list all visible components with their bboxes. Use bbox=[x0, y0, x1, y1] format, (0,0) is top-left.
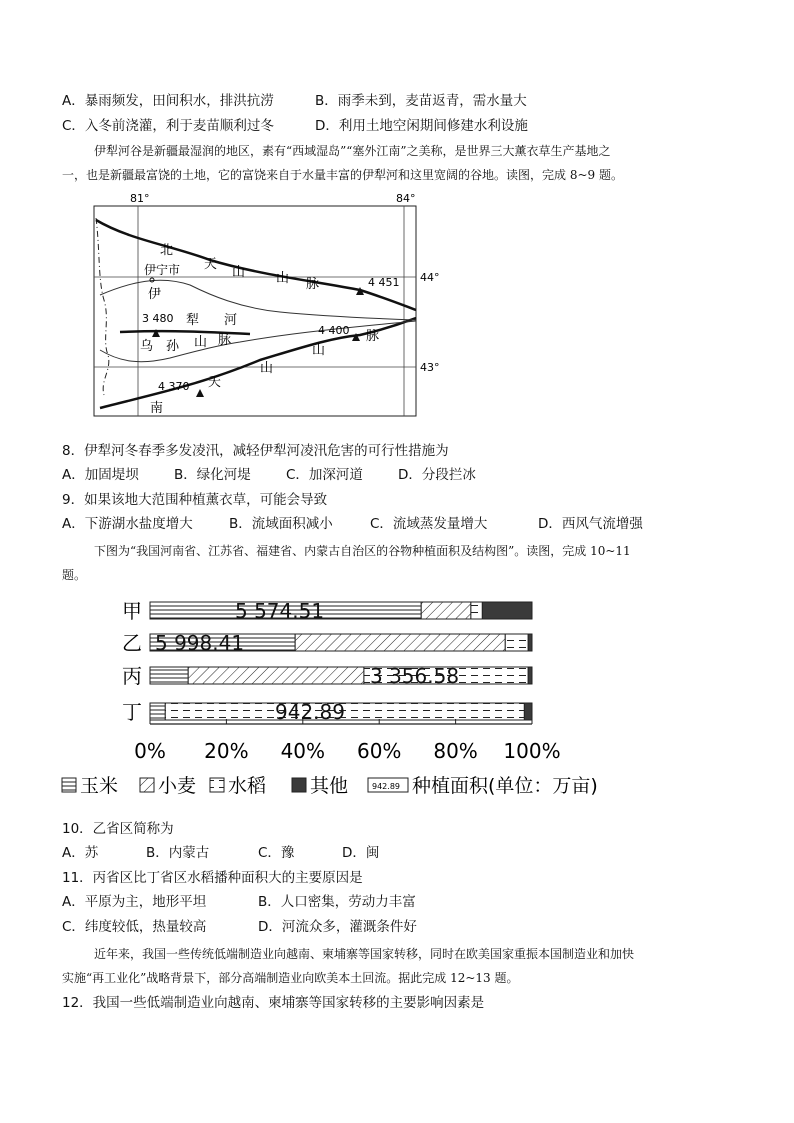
q7-option-c: C．入冬前浇灌，利于麦苗顺利过冬 bbox=[62, 118, 274, 134]
label-wusun-2: 山 bbox=[194, 335, 208, 350]
label-peak-2: 4 400 bbox=[318, 324, 350, 337]
x-tick-label-2: 40% bbox=[280, 739, 326, 763]
label-south-tianshan-0: 南 bbox=[150, 401, 164, 416]
label-wusun-1: 孙 bbox=[166, 339, 180, 354]
area-label-1: 5 998.41 bbox=[155, 631, 245, 655]
intro-10-11-line1: 下图为“我国河南省、江苏省、福建省、内蒙古自治区的谷物种植面积及结构图”。读图，完成 10~11 bbox=[94, 544, 631, 558]
peak-marker-3 bbox=[196, 389, 204, 397]
label-lat-top: 44° bbox=[420, 271, 440, 284]
bar-segment-3-3 bbox=[524, 703, 532, 720]
category-label-3: 丁 bbox=[122, 700, 142, 724]
area-label-2: 3 356.58 bbox=[370, 664, 460, 688]
label-south-tianshan-3: 山 bbox=[312, 343, 326, 358]
label-north-range-4: 脉 bbox=[306, 277, 320, 292]
q10-stem: 10．乙省区简称为 bbox=[62, 821, 174, 837]
x-tick-label-0: 0% bbox=[134, 739, 166, 763]
x-tick-label-5: 100% bbox=[503, 739, 561, 763]
label-peak-0: 4 451 bbox=[368, 276, 400, 289]
q10-option-c: C．豫 bbox=[258, 845, 295, 861]
bar-segment-0-1 bbox=[421, 602, 471, 619]
category-label-2: 丙 bbox=[122, 664, 142, 688]
area-label-0: 5 574.51 bbox=[235, 599, 325, 623]
q11-stem: 11．丙省区比丁省区水稻播种面积大的主要原因是 bbox=[62, 870, 363, 886]
label-wusun-0: 乌 bbox=[140, 339, 154, 354]
bar-segment-0-2 bbox=[471, 602, 482, 619]
label-wusun-3: 脉 bbox=[218, 333, 232, 348]
bar-segment-1-2 bbox=[505, 634, 528, 651]
label-peak-3: 4 370 bbox=[158, 380, 190, 393]
q9-option-b: B．流域面积减小 bbox=[229, 516, 333, 532]
q11-option-c: C．纬度较低，热量较高 bbox=[62, 919, 207, 935]
q8-option-b: B．绿化河堤 bbox=[174, 467, 251, 483]
legend-swatch-3 bbox=[292, 778, 306, 792]
bar-segment-3-0 bbox=[150, 703, 165, 720]
label-river-1: 犁 bbox=[186, 313, 200, 328]
legend-label-2: 水稻 bbox=[228, 775, 267, 797]
label-south-tianshan-4: 脉 bbox=[366, 329, 380, 344]
q11-option-d: D．河流众多，灌溉条件好 bbox=[258, 919, 417, 935]
category-label-1: 乙 bbox=[122, 631, 142, 655]
q9-option-a: A．下游湖水盐度增大 bbox=[62, 516, 193, 532]
q11-option-b: B．人口密集，劳动力丰富 bbox=[258, 894, 416, 910]
label-city: 伊宁市 bbox=[144, 263, 181, 277]
q7-option-b: B．雨季未到，麦苗返青，需水量大 bbox=[315, 93, 527, 109]
intro-12-13-line1: 近年来，我国一些传统低端制造业向越南、柬埔寨等国家转移，同时在欧美国家重振本国制造业和加快 bbox=[94, 947, 635, 961]
q10-option-d: D．闽 bbox=[342, 845, 380, 861]
label-lat-bottom: 43° bbox=[420, 361, 440, 374]
intro-8-9-line2: 一，也是新疆最富饶的土地，它的富饶来自于水量丰富的伊犁河和这里宽阔的谷地。读图，完成 8~9 题。 bbox=[62, 168, 623, 182]
label-lon-left: 81° bbox=[130, 192, 150, 205]
label-river-0: 伊 bbox=[148, 287, 162, 302]
label-south-tianshan-2: 山 bbox=[260, 361, 274, 376]
label-north-range-0: 北 bbox=[160, 243, 174, 258]
q7-option-a: A．暴雨频发，田间积水，排洪抗涝 bbox=[62, 93, 274, 109]
ili-valley-map bbox=[90, 190, 440, 420]
legend-label-3: 其他 bbox=[310, 775, 349, 797]
q9-option-d: D．西风气流增强 bbox=[538, 516, 643, 532]
label-south-tianshan-1: 天 bbox=[208, 375, 222, 390]
area-label-3: 942.89 bbox=[275, 700, 345, 724]
label-north-range-1: 天 bbox=[204, 257, 218, 272]
bar-segment-2-3 bbox=[528, 667, 532, 684]
legend-label-1: 小麦 bbox=[158, 775, 197, 797]
label-north-range-3: 山 bbox=[276, 271, 290, 286]
q11-option-a: A．平原为主，地形平坦 bbox=[62, 894, 207, 910]
x-tick-label-4: 80% bbox=[433, 739, 478, 763]
q8-option-c: C．加深河道 bbox=[286, 467, 363, 483]
q10-option-a: A．苏 bbox=[62, 845, 99, 861]
label-north-range-2: 山 bbox=[232, 265, 246, 280]
q8-stem: 8．伊犁河冬春季多发凌汛，减轻伊犁河凌汛危害的可行性措施为 bbox=[62, 443, 449, 459]
bar-segment-2-1 bbox=[188, 667, 364, 684]
map-frame bbox=[94, 206, 416, 416]
q9-option-c: C．流域蒸发量增大 bbox=[370, 516, 488, 532]
intro-12-13-line2: 实施“再工业化”战略背景下，部分高端制造业向欧美本土回流。据此完成 12~13 题。 bbox=[62, 971, 519, 985]
label-lon-right: 84° bbox=[396, 192, 416, 205]
national-border bbox=[96, 218, 109, 395]
legend-area-sample: 942.89 bbox=[372, 782, 400, 791]
legend-label-0: 玉米 bbox=[80, 775, 119, 797]
q10-option-b: B．内蒙古 bbox=[146, 845, 210, 861]
bar-segment-1-3 bbox=[528, 634, 532, 651]
legend-swatch-2 bbox=[210, 778, 224, 792]
q12-stem: 12．我国一些低端制造业向越南、柬埔寨等国家转移的主要影响因素是 bbox=[62, 995, 485, 1011]
bar-segment-0-3 bbox=[482, 602, 532, 619]
label-river-2: 河 bbox=[224, 313, 238, 328]
intro-8-9-line1: 伊犁河谷是新疆最湿润的地区，素有“西域湿岛”“塞外江南”之美称，是世界三大薰衣草生产基地之 bbox=[94, 144, 611, 158]
bar-segment-1-1 bbox=[295, 634, 505, 651]
label-peak-1: 3 480 bbox=[142, 312, 174, 325]
q8-option-d: D．分段拦冰 bbox=[398, 467, 476, 483]
legend-area-label: 种植面积(单位：万亩) bbox=[412, 775, 598, 797]
x-tick-label-3: 60% bbox=[356, 739, 402, 763]
grain-structure-chart bbox=[80, 588, 710, 808]
category-label-0: 甲 bbox=[122, 599, 142, 623]
bar-segment-2-0 bbox=[150, 667, 188, 684]
intro-10-11-line2: 题。 bbox=[62, 568, 87, 582]
x-tick-label-1: 20% bbox=[204, 739, 249, 763]
legend-swatch-1 bbox=[140, 778, 154, 792]
q9-stem: 9．如果该地大范围种植薰衣草，可能会导致 bbox=[62, 492, 328, 508]
legend-swatch-0 bbox=[62, 778, 76, 792]
q7-option-d: D．利用土地空闲期间修建水利设施 bbox=[315, 118, 528, 134]
q8-option-a: A．加固堤坝 bbox=[62, 467, 139, 483]
